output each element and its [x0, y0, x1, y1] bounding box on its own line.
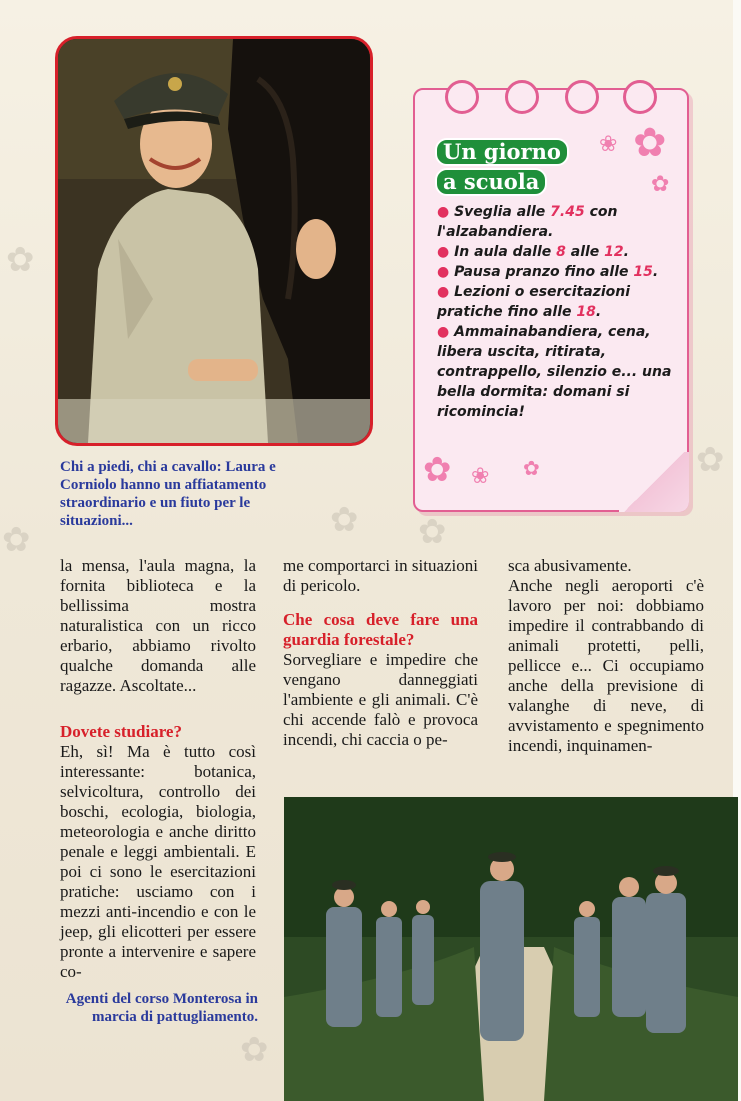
card-title-line1: Un giorno: [435, 138, 569, 166]
bullet-icon: ●: [437, 324, 455, 340]
section-heading: Che cosa deve fare una guardia forestale?: [283, 610, 478, 649]
paw-print-icon: ✿: [240, 1030, 269, 1070]
flower-icon: ✿: [651, 172, 670, 197]
flower-icon: ✿: [633, 120, 667, 166]
photo-illustration: [284, 797, 738, 1101]
binder-ring-icon: [505, 80, 539, 114]
binder-ring-icon: [565, 80, 599, 114]
schedule-time: 8: [556, 244, 566, 260]
flower-icon: ✿: [423, 450, 452, 490]
schedule-card: [413, 88, 689, 512]
paw-print-icon: ✿: [696, 440, 725, 480]
schedule-time: 18: [576, 304, 596, 320]
paw-print-icon: ✿: [418, 512, 447, 552]
card-title: [435, 138, 569, 198]
card-title-line2: a scuola: [435, 168, 547, 196]
text-column-1: [60, 556, 256, 982]
section-heading: Dovete studiare?: [60, 722, 182, 741]
flower-icon: ✿: [523, 456, 540, 480]
schedule-item: ● Lezioni o esercitazioni pratiche fino alle 18.: [437, 284, 631, 320]
photo-illustration: [58, 39, 370, 443]
text-column-2: [283, 556, 478, 750]
schedule-item: ● Ammainabandiera, cena, libera uscita, ritirata, contrappello, silenzio e... una bella dormita: domani si ricomincia!: [437, 324, 672, 420]
schedule-time: 7.45: [550, 204, 585, 220]
photo-caption-bottom: Agenti del corso Monterosa in marcia di pattugliamento.: [65, 991, 258, 1025]
paw-print-icon: ✿: [6, 240, 35, 280]
paragraph: me comportarci in situazioni di pericolo.: [283, 556, 478, 595]
flower-icon: ❀: [471, 464, 490, 489]
binder-ring-icon: [445, 80, 479, 114]
schedule-time: 12: [604, 244, 624, 260]
schedule-list: [437, 202, 675, 422]
text-column-3: [508, 556, 704, 756]
bullet-icon: ●: [437, 204, 455, 220]
schedule-item: ● Pausa pranzo fino alle 15.: [437, 264, 659, 280]
bullet-icon: ●: [437, 244, 455, 260]
paragraph: Anche negli aeroporti c'è lavoro per noi: dobbiamo impedire il contrabbando di animali protetti, pelli, pellicce e... Ci occupiamo anche della previsione di valanghe di neve, di avvistamento e spegnimento incendi, inquinamen-: [508, 576, 704, 755]
schedule-time: 15: [633, 264, 653, 280]
schedule-item: ● Sveglia alle 7.45 con l'alzabandiera.: [437, 204, 618, 240]
bullet-icon: ●: [437, 284, 455, 300]
paragraph: la mensa, l'aula magna, la fornita biblioteca e la bellissima mostra naturalistica con un ricco erbario, abbiamo rivolto qualche domanda alle ragazze. Ascoltate...: [60, 556, 256, 695]
photo-woman-with-horse: [55, 36, 373, 446]
paragraph: Eh, sì! Ma è tutto così interessante: botanica, selvicoltura, controllo dei boschi, ecologia, biologia, meteorologia e anche diritto penale e leggi ambientali. E poi ci sono le esercitazioni pratiche: usciamo con i mezzi anti-incendio e con le jeep, gli elicotteri per essere pronte a intervenire e sapere co-: [60, 742, 256, 981]
flower-icon: ❀: [599, 132, 618, 157]
schedule-item: ● In aula dalle 8 alle 12.: [437, 244, 629, 260]
paw-print-icon: ✿: [330, 500, 359, 540]
bullet-icon: ●: [437, 264, 455, 280]
photo-caption-top: Chi a piedi, chi a cavallo: Laura e Corniolo hanno un affiatamento straordinario e un fiuto per le situazioni...: [60, 459, 276, 529]
photo-agents-marching: [284, 797, 738, 1101]
paw-print-icon: ✿: [2, 520, 31, 560]
page-curl: [619, 452, 689, 512]
paragraph: Sorvegliare e impedire che vengano danneggiati l'ambiente e gli animali. C'è chi accende falò e provoca incendi, chi caccia o pe-: [283, 650, 478, 749]
paragraph: sca abusivamente.: [508, 556, 632, 575]
binder-ring-icon: [623, 80, 657, 114]
